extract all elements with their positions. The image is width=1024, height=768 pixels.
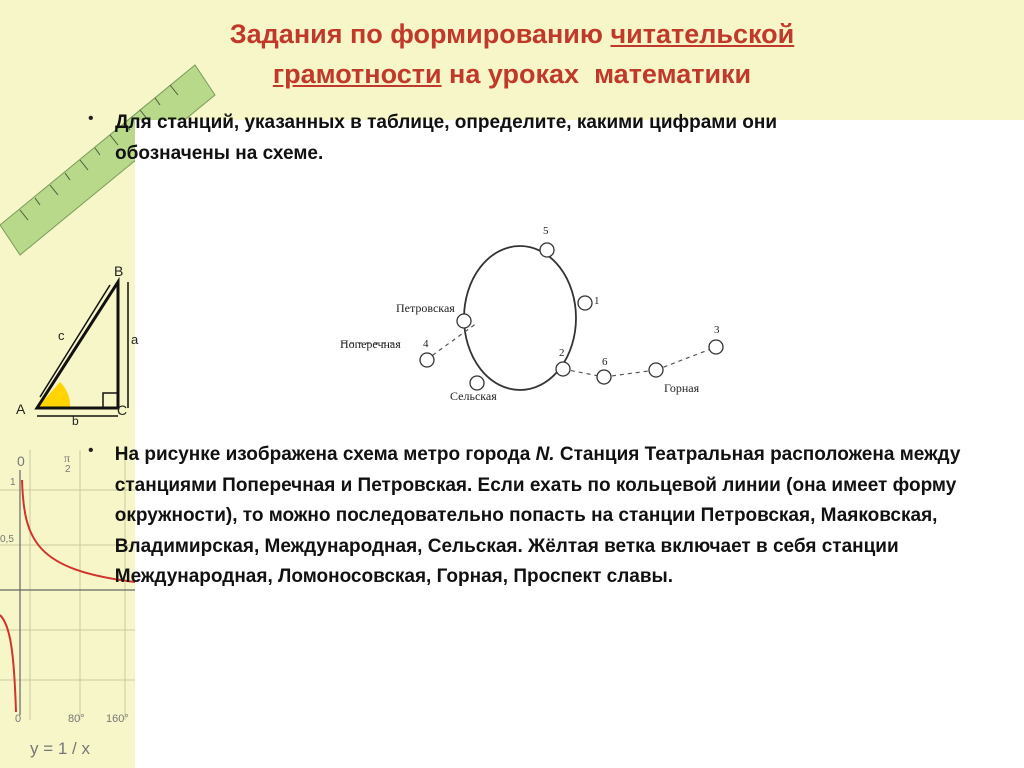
triangle-diagram <box>10 262 140 427</box>
side-a-label: a <box>131 332 139 347</box>
bullet-text-2-italic: N. <box>535 444 555 465</box>
label-poperechnaya: Поперечная <box>340 337 401 351</box>
station-number-6: 6 <box>602 356 608 368</box>
label-selskaya: Сельская <box>450 389 497 403</box>
graph-x-zero: 0 <box>15 713 22 725</box>
title-part1: Задания по формированию <box>229 19 611 49</box>
graph-formula: y = 1 / x <box>30 739 90 758</box>
side-b-label: b <box>72 414 79 427</box>
graph-top-2: 2 <box>65 464 71 475</box>
vertex-c-label: C <box>117 402 128 418</box>
bullet-marker: • <box>88 110 94 127</box>
graph-y-one: 1 <box>10 477 16 488</box>
vertex-b-label: B <box>114 263 124 279</box>
title-part2: читательской <box>610 19 795 49</box>
title-part3: грамотности <box>272 59 442 89</box>
graph-y-half: 0,5 <box>0 534 14 545</box>
bullet-item-1 <box>88 108 908 169</box>
vertex-a-label: A <box>16 401 26 417</box>
graph-x-80: 80° <box>68 713 85 725</box>
station-number-5: 5 <box>543 225 549 237</box>
slide-title <box>0 14 1024 94</box>
graph-top-zero: 0 <box>17 453 25 469</box>
bullet-text-2 <box>115 440 968 593</box>
metro-scheme <box>330 220 730 410</box>
side-c-label: c <box>58 328 65 343</box>
label-petrovskaya: Петровская <box>396 301 455 315</box>
bullet-text-2-before: На рисунке изображена схема метро города <box>114 444 536 465</box>
station-number-3: 3 <box>714 324 720 336</box>
title-part4: на уроках математики <box>441 59 752 89</box>
bullet-text-1: Для станций, указанных в таблице, определите, какими цифрами они обозначены на схеме. <box>115 112 778 164</box>
station-number-2: 2 <box>559 347 565 359</box>
graph-top-pi: π <box>64 451 71 465</box>
bullet-marker: • <box>88 442 94 459</box>
station-number-4: 4 <box>423 338 429 350</box>
label-gornaya: Горная <box>664 381 700 395</box>
graph-x-160: 160° <box>106 713 129 725</box>
bullet-text-2-after: Станция Театральная расположена между станциями Поперечная и Петровская. Если ехать по кольцевой линии (она имеет форму окружности), то можно последовательно попасть на станции Петровская, Маяковская, Владимирская, Международная, Сельская. Жёлтая ветка включает в себя станции Международная, Ломоносовская, Горная, Проспект славы. <box>114 444 961 587</box>
station-number-1: 1 <box>594 295 600 307</box>
bullet-item-2 <box>88 440 968 593</box>
